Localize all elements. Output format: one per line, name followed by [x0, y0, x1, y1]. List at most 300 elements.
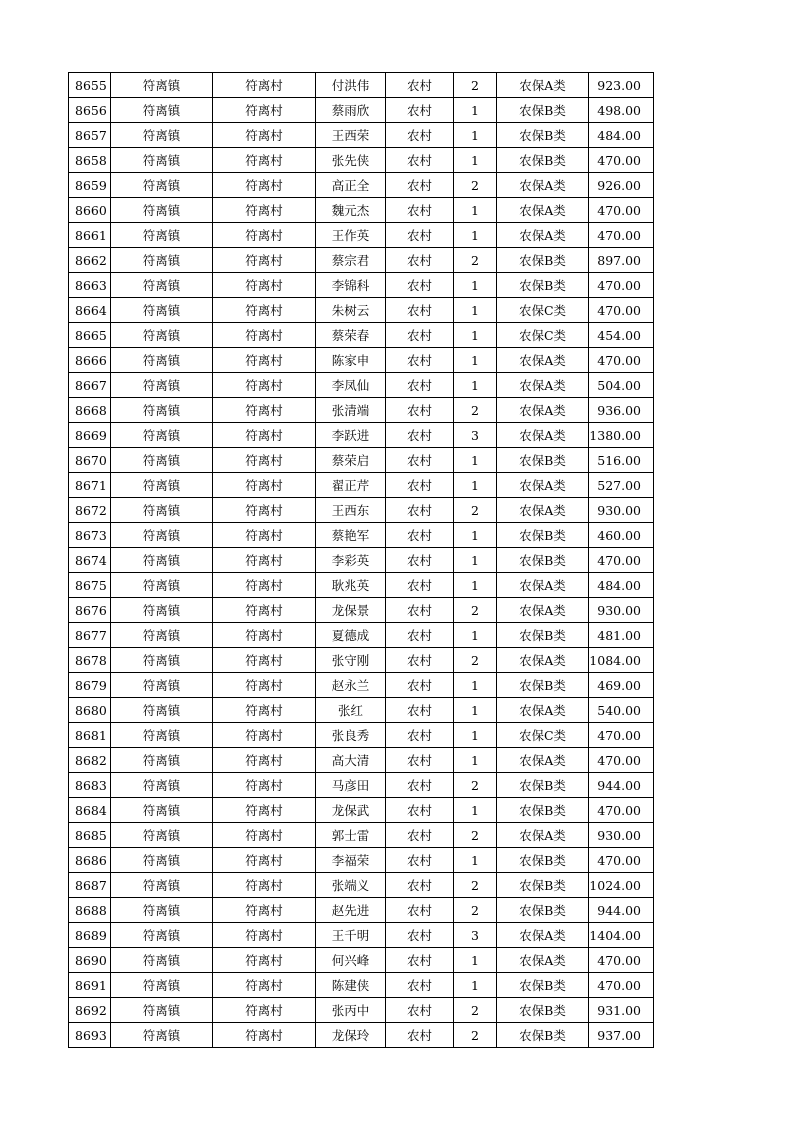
- town-cell: 符离镇: [111, 773, 213, 798]
- town-cell: 符离镇: [111, 948, 213, 973]
- records-body: [69, 73, 654, 1048]
- name-cell: 陈建侠: [316, 973, 386, 998]
- table-row: [69, 498, 654, 523]
- household-type-cell: 农村: [386, 98, 454, 123]
- village-cell: 符离村: [213, 323, 316, 348]
- town-cell: 符离镇: [111, 448, 213, 473]
- amount-cell: 1404.00: [589, 923, 654, 948]
- amount-cell: 1024.00: [589, 873, 654, 898]
- member-count-cell: 2: [454, 648, 497, 673]
- town-cell: 符离镇: [111, 498, 213, 523]
- household-type-cell: 农村: [386, 848, 454, 873]
- name-cell: 耿兆英: [316, 573, 386, 598]
- insurance-category-cell: 农保A类: [497, 173, 589, 198]
- household-type-cell: 农村: [386, 573, 454, 598]
- village-cell: 符离村: [213, 198, 316, 223]
- insurance-category-cell: 农保B类: [497, 273, 589, 298]
- record-id-cell: 8655: [69, 73, 111, 98]
- village-cell: 符离村: [213, 698, 316, 723]
- member-count-cell: 2: [454, 173, 497, 198]
- household-type-cell: 农村: [386, 498, 454, 523]
- record-id-cell: 8672: [69, 498, 111, 523]
- village-cell: 符离村: [213, 298, 316, 323]
- insurance-category-cell: 农保B类: [497, 898, 589, 923]
- village-cell: 符离村: [213, 998, 316, 1023]
- insurance-category-cell: 农保A类: [497, 823, 589, 848]
- record-id-cell: 8690: [69, 948, 111, 973]
- village-cell: 符离村: [213, 248, 316, 273]
- town-cell: 符离镇: [111, 398, 213, 423]
- household-type-cell: 农村: [386, 173, 454, 198]
- town-cell: 符离镇: [111, 973, 213, 998]
- amount-cell: 470.00: [589, 223, 654, 248]
- town-cell: 符离镇: [111, 473, 213, 498]
- table-row: [69, 398, 654, 423]
- household-type-cell: 农村: [386, 198, 454, 223]
- insurance-category-cell: 农保C类: [497, 323, 589, 348]
- name-cell: 李福荣: [316, 848, 386, 873]
- member-count-cell: 1: [454, 548, 497, 573]
- table-row: [69, 448, 654, 473]
- member-count-cell: 1: [454, 748, 497, 773]
- town-cell: 符离镇: [111, 623, 213, 648]
- amount-cell: 470.00: [589, 973, 654, 998]
- name-cell: 李彩英: [316, 548, 386, 573]
- village-cell: 符离村: [213, 223, 316, 248]
- table-row: [69, 148, 654, 173]
- member-count-cell: 2: [454, 73, 497, 98]
- village-cell: 符离村: [213, 873, 316, 898]
- village-cell: 符离村: [213, 173, 316, 198]
- member-count-cell: 1: [454, 723, 497, 748]
- amount-cell: 527.00: [589, 473, 654, 498]
- table-row: [69, 923, 654, 948]
- town-cell: 符离镇: [111, 323, 213, 348]
- member-count-cell: 1: [454, 848, 497, 873]
- table-row: [69, 73, 654, 98]
- village-cell: 符离村: [213, 748, 316, 773]
- member-count-cell: 3: [454, 423, 497, 448]
- record-id-cell: 8693: [69, 1023, 111, 1048]
- member-count-cell: 1: [454, 198, 497, 223]
- name-cell: 夏德成: [316, 623, 386, 648]
- name-cell: 龙保景: [316, 598, 386, 623]
- village-cell: 符离村: [213, 823, 316, 848]
- household-type-cell: 农村: [386, 398, 454, 423]
- member-count-cell: 3: [454, 923, 497, 948]
- record-id-cell: 8661: [69, 223, 111, 248]
- village-cell: 符离村: [213, 273, 316, 298]
- village-cell: 符离村: [213, 948, 316, 973]
- household-type-cell: 农村: [386, 323, 454, 348]
- record-id-cell: 8666: [69, 348, 111, 373]
- village-cell: 符离村: [213, 148, 316, 173]
- household-type-cell: 农村: [386, 748, 454, 773]
- insurance-category-cell: 农保A类: [497, 923, 589, 948]
- name-cell: 高正全: [316, 173, 386, 198]
- record-id-cell: 8685: [69, 823, 111, 848]
- town-cell: 符离镇: [111, 523, 213, 548]
- town-cell: 符离镇: [111, 273, 213, 298]
- member-count-cell: 1: [454, 98, 497, 123]
- town-cell: 符离镇: [111, 123, 213, 148]
- amount-cell: 470.00: [589, 798, 654, 823]
- insurance-category-cell: 农保B类: [497, 548, 589, 573]
- amount-cell: 498.00: [589, 98, 654, 123]
- village-cell: 符离村: [213, 1023, 316, 1048]
- member-count-cell: 2: [454, 248, 497, 273]
- record-id-cell: 8671: [69, 473, 111, 498]
- table-row: [69, 123, 654, 148]
- member-count-cell: 1: [454, 573, 497, 598]
- town-cell: 符离镇: [111, 748, 213, 773]
- household-type-cell: 农村: [386, 123, 454, 148]
- household-type-cell: 农村: [386, 598, 454, 623]
- village-cell: 符离村: [213, 473, 316, 498]
- insurance-category-cell: 农保C类: [497, 298, 589, 323]
- table-row: [69, 323, 654, 348]
- town-cell: 符离镇: [111, 873, 213, 898]
- town-cell: 符离镇: [111, 573, 213, 598]
- member-count-cell: 2: [454, 598, 497, 623]
- amount-cell: 930.00: [589, 823, 654, 848]
- village-cell: 符离村: [213, 598, 316, 623]
- amount-cell: 470.00: [589, 948, 654, 973]
- name-cell: 魏元杰: [316, 198, 386, 223]
- town-cell: 符离镇: [111, 723, 213, 748]
- member-count-cell: 1: [454, 798, 497, 823]
- town-cell: 符离镇: [111, 798, 213, 823]
- amount-cell: 470.00: [589, 298, 654, 323]
- amount-cell: 470.00: [589, 848, 654, 873]
- insurance-category-cell: 农保A类: [497, 348, 589, 373]
- record-id-cell: 8682: [69, 748, 111, 773]
- amount-cell: 504.00: [589, 373, 654, 398]
- village-cell: 符离村: [213, 373, 316, 398]
- amount-cell: 937.00: [589, 1023, 654, 1048]
- record-id-cell: 8689: [69, 923, 111, 948]
- insurance-category-cell: 农保A类: [497, 398, 589, 423]
- name-cell: 李跃进: [316, 423, 386, 448]
- household-type-cell: 农村: [386, 248, 454, 273]
- name-cell: 张清端: [316, 398, 386, 423]
- amount-cell: 516.00: [589, 448, 654, 473]
- table-row: [69, 348, 654, 373]
- table-row: [69, 873, 654, 898]
- name-cell: 蔡荣启: [316, 448, 386, 473]
- amount-cell: 454.00: [589, 323, 654, 348]
- insurance-category-cell: 农保B类: [497, 873, 589, 898]
- name-cell: 龙保武: [316, 798, 386, 823]
- household-type-cell: 农村: [386, 523, 454, 548]
- amount-cell: 930.00: [589, 498, 654, 523]
- table-row: [69, 473, 654, 498]
- village-cell: 符离村: [213, 548, 316, 573]
- insurance-category-cell: 农保A类: [497, 698, 589, 723]
- village-cell: 符离村: [213, 623, 316, 648]
- village-cell: 符离村: [213, 648, 316, 673]
- record-id-cell: 8683: [69, 773, 111, 798]
- amount-cell: 484.00: [589, 573, 654, 598]
- town-cell: 符离镇: [111, 223, 213, 248]
- insurance-category-cell: 农保A类: [497, 373, 589, 398]
- record-id-cell: 8665: [69, 323, 111, 348]
- amount-cell: 481.00: [589, 623, 654, 648]
- record-id-cell: 8656: [69, 98, 111, 123]
- record-id-cell: 8658: [69, 148, 111, 173]
- member-count-cell: 1: [454, 373, 497, 398]
- record-id-cell: 8676: [69, 598, 111, 623]
- village-cell: 符离村: [213, 448, 316, 473]
- town-cell: 符离镇: [111, 423, 213, 448]
- household-type-cell: 农村: [386, 348, 454, 373]
- amount-cell: 484.00: [589, 123, 654, 148]
- record-id-cell: 8667: [69, 373, 111, 398]
- record-id-cell: 8680: [69, 698, 111, 723]
- member-count-cell: 2: [454, 398, 497, 423]
- record-id-cell: 8663: [69, 273, 111, 298]
- name-cell: 张守刚: [316, 648, 386, 673]
- record-id-cell: 8670: [69, 448, 111, 473]
- member-count-cell: 2: [454, 498, 497, 523]
- amount-cell: 931.00: [589, 998, 654, 1023]
- table-row: [69, 598, 654, 623]
- member-count-cell: 1: [454, 973, 497, 998]
- village-cell: 符离村: [213, 348, 316, 373]
- table-row: [69, 748, 654, 773]
- household-type-cell: 农村: [386, 898, 454, 923]
- name-cell: 蔡宗君: [316, 248, 386, 273]
- name-cell: 王作英: [316, 223, 386, 248]
- record-id-cell: 8662: [69, 248, 111, 273]
- insurance-category-cell: 农保B类: [497, 148, 589, 173]
- record-id-cell: 8674: [69, 548, 111, 573]
- town-cell: 符离镇: [111, 73, 213, 98]
- member-count-cell: 1: [454, 623, 497, 648]
- record-id-cell: 8669: [69, 423, 111, 448]
- records-table: [68, 72, 654, 1048]
- name-cell: 张丙中: [316, 998, 386, 1023]
- record-id-cell: 8691: [69, 973, 111, 998]
- insurance-category-cell: 农保A类: [497, 423, 589, 448]
- name-cell: 张红: [316, 698, 386, 723]
- household-type-cell: 农村: [386, 798, 454, 823]
- village-cell: 符离村: [213, 498, 316, 523]
- town-cell: 符离镇: [111, 1023, 213, 1048]
- member-count-cell: 1: [454, 273, 497, 298]
- data-sheet: [68, 72, 654, 1048]
- member-count-cell: 2: [454, 773, 497, 798]
- record-id-cell: 8675: [69, 573, 111, 598]
- insurance-category-cell: 农保B类: [497, 123, 589, 148]
- member-count-cell: 1: [454, 673, 497, 698]
- village-cell: 符离村: [213, 423, 316, 448]
- name-cell: 王西荣: [316, 123, 386, 148]
- name-cell: 朱树云: [316, 298, 386, 323]
- town-cell: 符离镇: [111, 98, 213, 123]
- insurance-category-cell: 农保A类: [497, 473, 589, 498]
- insurance-category-cell: 农保A类: [497, 198, 589, 223]
- amount-cell: 1084.00: [589, 648, 654, 673]
- name-cell: 李锦科: [316, 273, 386, 298]
- name-cell: 高大清: [316, 748, 386, 773]
- record-id-cell: 8677: [69, 623, 111, 648]
- member-count-cell: 1: [454, 148, 497, 173]
- amount-cell: 470.00: [589, 198, 654, 223]
- record-id-cell: 8668: [69, 398, 111, 423]
- amount-cell: 923.00: [589, 73, 654, 98]
- record-id-cell: 8687: [69, 873, 111, 898]
- village-cell: 符离村: [213, 898, 316, 923]
- insurance-category-cell: 农保A类: [497, 223, 589, 248]
- town-cell: 符离镇: [111, 923, 213, 948]
- household-type-cell: 农村: [386, 623, 454, 648]
- table-row: [69, 648, 654, 673]
- village-cell: 符离村: [213, 923, 316, 948]
- record-id-cell: 8657: [69, 123, 111, 148]
- record-id-cell: 8659: [69, 173, 111, 198]
- insurance-category-cell: 农保B类: [497, 523, 589, 548]
- household-type-cell: 农村: [386, 73, 454, 98]
- amount-cell: 470.00: [589, 548, 654, 573]
- member-count-cell: 2: [454, 998, 497, 1023]
- member-count-cell: 1: [454, 323, 497, 348]
- amount-cell: 469.00: [589, 673, 654, 698]
- table-row: [69, 98, 654, 123]
- village-cell: 符离村: [213, 773, 316, 798]
- record-id-cell: 8678: [69, 648, 111, 673]
- town-cell: 符离镇: [111, 598, 213, 623]
- household-type-cell: 农村: [386, 973, 454, 998]
- name-cell: 赵先进: [316, 898, 386, 923]
- record-id-cell: 8673: [69, 523, 111, 548]
- household-type-cell: 农村: [386, 273, 454, 298]
- insurance-category-cell: 农保A类: [497, 748, 589, 773]
- member-count-cell: 1: [454, 473, 497, 498]
- table-row: [69, 773, 654, 798]
- village-cell: 符离村: [213, 973, 316, 998]
- insurance-category-cell: 农保A类: [497, 73, 589, 98]
- insurance-category-cell: 农保A类: [497, 598, 589, 623]
- town-cell: 符离镇: [111, 898, 213, 923]
- member-count-cell: 2: [454, 898, 497, 923]
- insurance-category-cell: 农保B类: [497, 848, 589, 873]
- town-cell: 符离镇: [111, 248, 213, 273]
- town-cell: 符离镇: [111, 373, 213, 398]
- insurance-category-cell: 农保B类: [497, 673, 589, 698]
- record-id-cell: 8664: [69, 298, 111, 323]
- amount-cell: 470.00: [589, 348, 654, 373]
- insurance-category-cell: 农保C类: [497, 723, 589, 748]
- member-count-cell: 1: [454, 348, 497, 373]
- name-cell: 翟正芹: [316, 473, 386, 498]
- town-cell: 符离镇: [111, 848, 213, 873]
- table-row: [69, 998, 654, 1023]
- village-cell: 符离村: [213, 523, 316, 548]
- member-count-cell: 1: [454, 298, 497, 323]
- table-row: [69, 623, 654, 648]
- household-type-cell: 农村: [386, 923, 454, 948]
- household-type-cell: 农村: [386, 223, 454, 248]
- town-cell: 符离镇: [111, 648, 213, 673]
- amount-cell: 470.00: [589, 148, 654, 173]
- name-cell: 王千明: [316, 923, 386, 948]
- town-cell: 符离镇: [111, 173, 213, 198]
- table-row: [69, 573, 654, 598]
- household-type-cell: 农村: [386, 373, 454, 398]
- table-row: [69, 673, 654, 698]
- amount-cell: 1380.00: [589, 423, 654, 448]
- table-row: [69, 898, 654, 923]
- amount-cell: 470.00: [589, 723, 654, 748]
- name-cell: 蔡艳军: [316, 523, 386, 548]
- village-cell: 符离村: [213, 398, 316, 423]
- name-cell: 蔡荣春: [316, 323, 386, 348]
- household-type-cell: 农村: [386, 823, 454, 848]
- amount-cell: 540.00: [589, 698, 654, 723]
- table-row: [69, 173, 654, 198]
- name-cell: 龙保玲: [316, 1023, 386, 1048]
- household-type-cell: 农村: [386, 423, 454, 448]
- household-type-cell: 农村: [386, 873, 454, 898]
- town-cell: 符离镇: [111, 673, 213, 698]
- table-row: [69, 248, 654, 273]
- record-id-cell: 8679: [69, 673, 111, 698]
- table-row: [69, 723, 654, 748]
- village-cell: 符离村: [213, 98, 316, 123]
- member-count-cell: 2: [454, 1023, 497, 1048]
- insurance-category-cell: 农保B类: [497, 798, 589, 823]
- table-row: [69, 548, 654, 573]
- village-cell: 符离村: [213, 123, 316, 148]
- member-count-cell: 1: [454, 123, 497, 148]
- household-type-cell: 农村: [386, 723, 454, 748]
- name-cell: 陈家申: [316, 348, 386, 373]
- household-type-cell: 农村: [386, 1023, 454, 1048]
- village-cell: 符离村: [213, 573, 316, 598]
- table-row: [69, 423, 654, 448]
- name-cell: 张端义: [316, 873, 386, 898]
- insurance-category-cell: 农保B类: [497, 248, 589, 273]
- name-cell: 李凤仙: [316, 373, 386, 398]
- table-row: [69, 523, 654, 548]
- name-cell: 付洪伟: [316, 73, 386, 98]
- household-type-cell: 农村: [386, 548, 454, 573]
- amount-cell: 926.00: [589, 173, 654, 198]
- name-cell: 张良秀: [316, 723, 386, 748]
- household-type-cell: 农村: [386, 948, 454, 973]
- table-row: [69, 373, 654, 398]
- name-cell: 蔡雨欣: [316, 98, 386, 123]
- village-cell: 符离村: [213, 798, 316, 823]
- amount-cell: 936.00: [589, 398, 654, 423]
- table-row: [69, 198, 654, 223]
- household-type-cell: 农村: [386, 148, 454, 173]
- name-cell: 郭士雷: [316, 823, 386, 848]
- insurance-category-cell: 农保B类: [497, 448, 589, 473]
- record-id-cell: 8660: [69, 198, 111, 223]
- record-id-cell: 8684: [69, 798, 111, 823]
- household-type-cell: 农村: [386, 998, 454, 1023]
- amount-cell: 944.00: [589, 773, 654, 798]
- insurance-category-cell: 农保A类: [497, 573, 589, 598]
- household-type-cell: 农村: [386, 298, 454, 323]
- town-cell: 符离镇: [111, 998, 213, 1023]
- record-id-cell: 8688: [69, 898, 111, 923]
- member-count-cell: 1: [454, 223, 497, 248]
- insurance-category-cell: 农保A类: [497, 948, 589, 973]
- town-cell: 符离镇: [111, 148, 213, 173]
